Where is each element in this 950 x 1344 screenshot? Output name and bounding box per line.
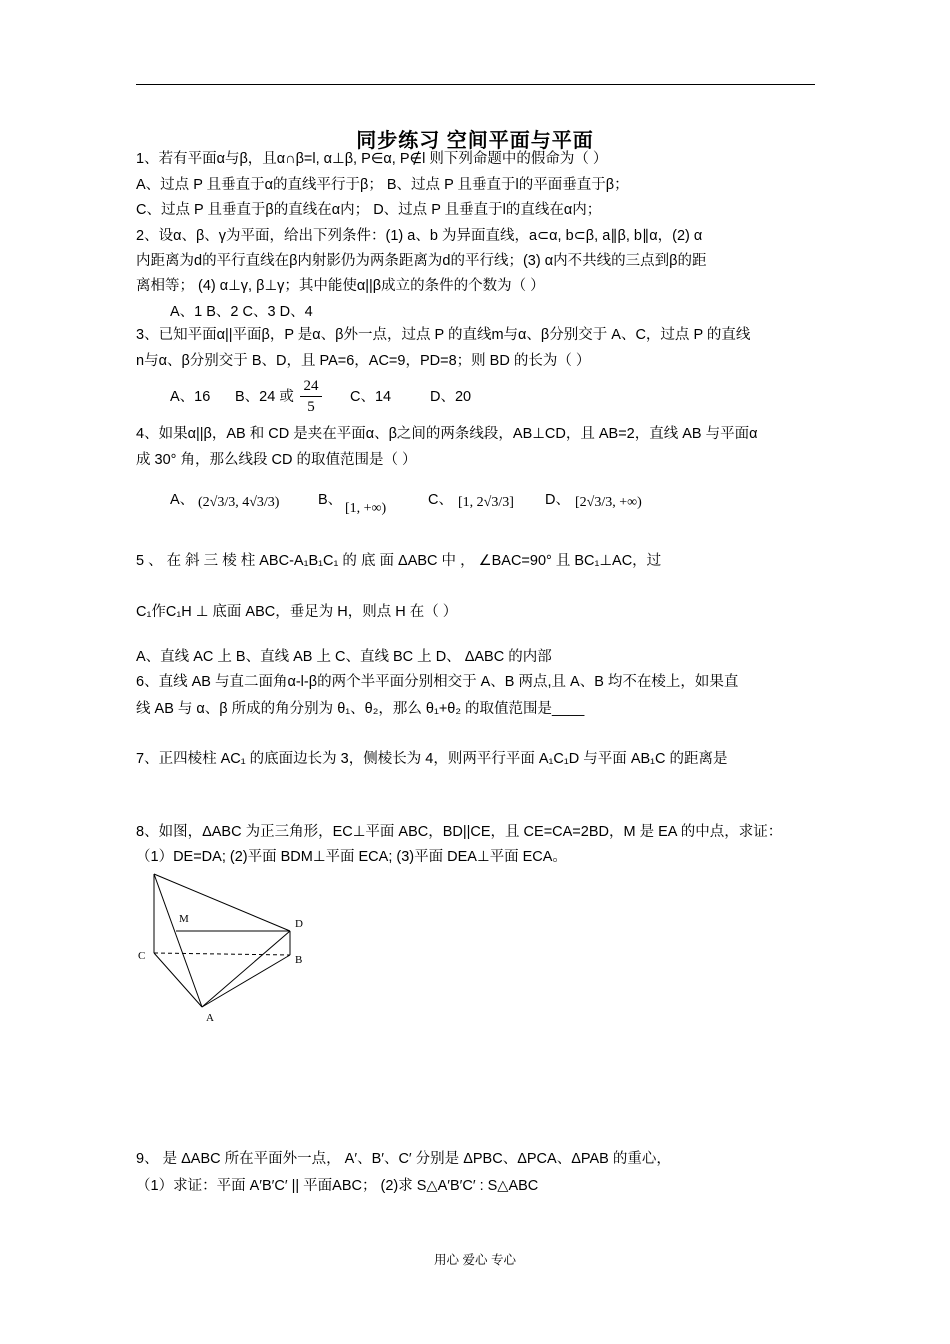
q4-label-b: B、 (318, 492, 343, 508)
q5-options: A、直线 AC 上 B、直线 AB 上 C、直线 BC 上 D、 ΔABC 的内部 (136, 649, 552, 665)
q7-line-1: 7、正四棱柱 AC₁ 的底面边长为 3，侧棱长为 4，则两平行平面 A₁C₁D 与平面 AB₁C 的距离是 (136, 751, 728, 767)
q3-line-1: 3、已知平面α||平面β，P 是α、β外一点，过点 P 的直线m与α、β分别交于 A、C，过点 P 的直线 (136, 327, 751, 343)
q2-options: A、1 B、2 C、3 D、4 (170, 304, 313, 320)
page-footer: 用心 爱心 专心 (434, 1253, 516, 1267)
q3-line-2: n与α、β分别交于 B、D，且 PA=6，AC=9，PD=8；则 BD 的长为（ ） (136, 353, 591, 369)
q4-option-c: [1, 2√3/3] (458, 495, 514, 510)
q6-line-2: 线 AB 与 α、β 所成的角分别为 θ₁、θ₂，那么 θ₁+θ₂ 的取值范围是____ (136, 701, 585, 717)
q3-fraction (300, 377, 322, 416)
edge-c-a (154, 953, 202, 1007)
header-rule (136, 84, 815, 85)
q9-line-1: 9、 是 ΔABC 所在平面外一点， A′、B′、C′ 分别是 ΔPBC、ΔPCA、ΔPAB 的重心， (136, 1151, 671, 1167)
q5-line-1: 5 、 在 斜 三 棱 柱 ABC-A₁B₁C₁ 的 底 面 ΔABC 中 ， ∠BAC=90° 且 BC₁⊥AC，过 (136, 553, 662, 569)
q1-line-1: 1、若有平面α与β，且α∩β=l, α⊥β, P∈α, P∉l 则下列命题中的假命为（ ） (136, 151, 608, 167)
fraction-bar (300, 396, 322, 397)
q2-line-1: 2、设α、β、γ为平面，给出下列条件：(1) a、b 为异面直线，a⊂α, b⊂β, a∥β, b∥α，(2) α (136, 228, 703, 244)
q4-option-d: [2√3/3, +∞) (575, 495, 642, 510)
q3-option-c: C、14 (350, 389, 392, 405)
label-b: B (295, 954, 303, 966)
q1-line-2: A、过点 P 且垂直于α的直线平行于β； B、过点 P 且垂直于l的平面垂直于β； (136, 177, 629, 193)
q6-line-1: 6、直线 AB 与直二面角α-l-β的两个半平面分别相交于 A、B 两点,且 A、B 均不在棱上，如果直 (136, 674, 739, 690)
q4-option-b: [1, +∞) (345, 501, 387, 516)
q4-label-d: D、 (545, 492, 570, 508)
edge-e-a (154, 874, 202, 1007)
q8-line-1: 8、如图，ΔABC 为正三角形，EC⊥平面 ABC，BD||CE，且 CE=CA=2BD，M 是 EA 的中点，求证： (136, 824, 783, 840)
q5-line-2: C₁作C₁H ⊥ 底面 ABC，垂足为 H，则点 H 在（ ） (136, 604, 458, 620)
label-a: A (206, 1012, 214, 1024)
q3-fraction-numerator: 24 (303, 378, 319, 394)
q3-option-b: B、24 或 (235, 389, 294, 405)
edge-a-d (202, 931, 290, 1007)
q4-option-a: (2√3/3, 4√3/3) (198, 495, 280, 510)
q3-option-d: D、20 (430, 389, 472, 405)
q9-line-2: （1）求证：平面 A′B′C′ || 平面ABC； (2)求 S△A′B′C′ : S△ABC (136, 1178, 539, 1194)
hidden-edge-c-b (154, 953, 290, 955)
q4-label-a: A、 (170, 492, 195, 508)
q4-line-1: 4、如果α||β，AB 和 CD 是夹在平面α、β之间的两条线段，AB⊥CD，且 AB=2，直线 AB 与平面α (136, 426, 758, 442)
q1-line-3: C、过点 P 且垂直于β的直线在α内； D、过点 P 且垂直于l的直线在α内； (136, 202, 602, 218)
label-m: M (179, 913, 189, 925)
q8-figure (130, 865, 330, 1030)
q4-label-c: C、 (428, 492, 453, 508)
label-c: C (138, 950, 146, 962)
edge-a-b (202, 955, 290, 1007)
q2-line-2: 内距离为d的平行直线在β内射影仍为两条距离为d的平行线；(3) α内不共线的三点到β的距 (136, 253, 707, 269)
q8-line-2: （1）DE=DA; (2)平面 BDM⊥平面 ECA; (3)平面 DEA⊥平面 ECA。 (136, 849, 567, 865)
q3-fraction-denominator: 5 (307, 399, 315, 415)
edge-e-d (154, 874, 290, 931)
q3-option-a: A、16 (170, 389, 211, 405)
label-d: D (295, 918, 303, 930)
page-title: 同步练习 空间平面与平面 (356, 130, 594, 152)
q4-line-2: 成 30° 角，那么线段 CD 的取值范围是（ ） (136, 452, 417, 468)
q2-line-3: 离相等； (4) α⊥γ, β⊥γ；其中能使α||β成立的条件的个数为（ ） (136, 278, 545, 294)
